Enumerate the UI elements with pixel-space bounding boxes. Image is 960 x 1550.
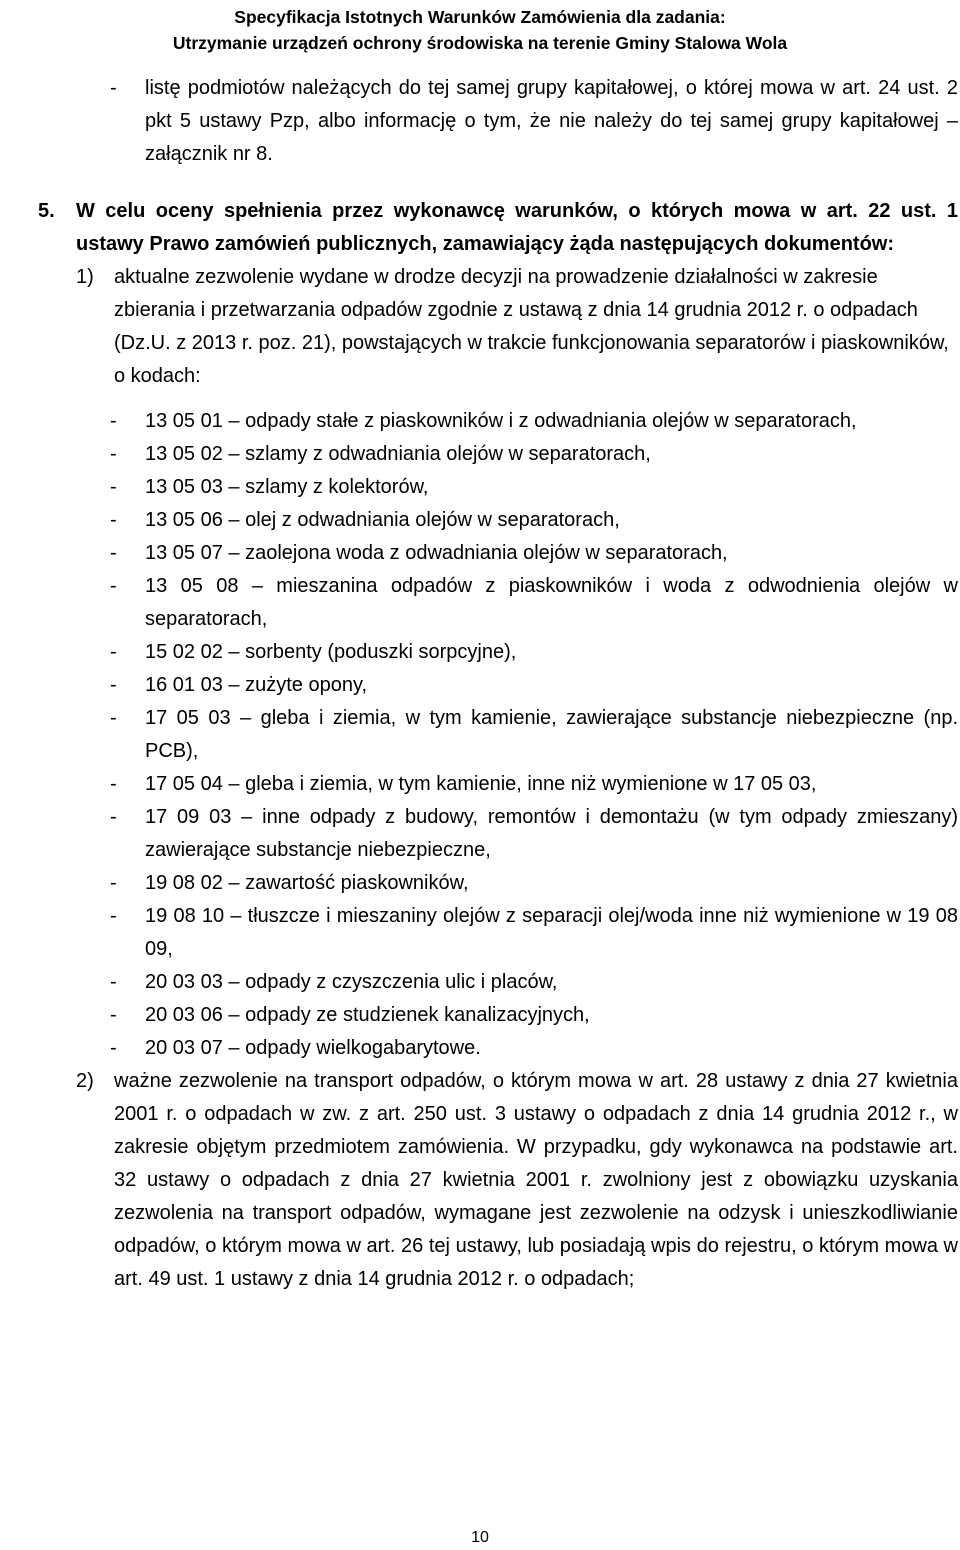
waste-code-item <box>110 504 958 537</box>
waste-code-item <box>110 405 958 438</box>
waste-code-item <box>110 471 958 504</box>
waste-code-item <box>110 570 958 636</box>
waste-code-item <box>110 867 958 900</box>
header-task-line: Utrzymanie urządzeń ochrony środowiska na terenie Gminy Stalowa Wola <box>172 33 788 53</box>
waste-code-text: 17 09 03 – inne odpady z budowy, remontów i demontażu (w tym odpady zmieszany) zawierające substancje niebezpieczne, <box>145 806 958 861</box>
waste-code-item <box>110 537 958 570</box>
waste-code-item <box>110 768 958 801</box>
item-text: ważne zezwolenie na transport odpadów, o którym mowa w art. 28 ustawy z dnia 27 kwietnia 2001 r. o odpadach w zw. z art. 250 ust. 3 ustawy o odpadach z dnia 14 grudnia 2012 r., w zakresie objętym przedmiotem zamówienia. W przypadku, gdy wykonawca na podstawie art. 32 ustawy o odpadach z dnia 27 kwietnia 2001 r. zwolniony jest z obowiązku uzyskania zezwolenia na transport odpadów, wymagane jest zezwolenie na odzysk i unieszkodliwianie odpadów, o którym mowa w art. 26 tej ustawy, lub posiadają wpis do rejestru, o którym mowa w art. 49 ust. 1 ustawy z dnia 14 grudnia 2012 r. o odpadach; <box>114 1070 958 1290</box>
list-marker: - <box>110 443 117 465</box>
waste-code-text: 15 02 02 – sorbenty (poduszki sorpcyjne), <box>145 641 517 663</box>
waste-code-text: 13 05 01 – odpady stałe z piaskowników i z odwadniania olejów w separatorach, <box>145 410 857 432</box>
waste-code-item <box>110 801 958 867</box>
waste-code-item <box>110 966 958 999</box>
list-marker: - <box>110 971 117 993</box>
waste-code-text: 13 05 02 – szlamy z odwadniania olejów w separatorach, <box>145 443 651 465</box>
waste-code-text: 16 01 03 – zużyte opony, <box>145 674 368 696</box>
waste-code-list <box>110 405 958 1065</box>
numbered-item <box>76 1065 958 1296</box>
waste-code-text: 20 03 07 – odpady wielkogabarytowe. <box>145 1037 481 1059</box>
waste-code-text: 13 05 08 – mieszanina odpadów z piaskowników i woda z odwodnienia olejów w separatorach, <box>145 575 958 630</box>
list-marker: - <box>110 641 117 663</box>
list-marker: - <box>110 773 117 795</box>
item-number: 2) <box>76 1070 94 1092</box>
list-marker: - <box>110 77 117 99</box>
list-marker: - <box>110 905 117 927</box>
waste-code-item <box>110 900 958 966</box>
list-marker: - <box>110 707 117 729</box>
list-marker: - <box>110 410 117 432</box>
list-item-text: listę podmiotów należących do tej samej grupy kapitałowej, o której mowa w art. 24 ust. 2 pkt 5 ustawy Pzp, albo informację o tym, że nie należy do tej samej grupy kapitałowej – załącznik nr 8. <box>145 77 958 165</box>
item-text: aktualne zezwolenie wydane w drodze decyzji na prowadzenie działalności w zakresie zbierania i przetwarzania odpadów zgodnie z ustawą z dnia 14 grudnia 2012 r. o odpadach (Dz.U. z 2013 r. poz. 21), powstających w trakcie funkcjonowania separatorów i piaskowników, o kodach: <box>114 266 949 387</box>
section-heading <box>38 195 958 261</box>
waste-code-item <box>110 702 958 768</box>
list-marker: - <box>110 1037 117 1059</box>
header-title-line: Specyfikacja Istotnych Warunków Zamówienia dla zadania: <box>234 7 726 27</box>
waste-code-text: 13 05 06 – olej z odwadniania olejów w separatorach, <box>145 509 620 531</box>
page-number: 10 <box>471 1529 489 1546</box>
list-marker: - <box>110 872 117 894</box>
document-body <box>38 72 958 1296</box>
waste-code-item <box>110 636 958 669</box>
list-marker: - <box>110 806 117 828</box>
waste-code-item <box>110 438 958 471</box>
waste-code-text: 13 05 07 – zaolejona woda z odwadniania olejów w separatorach, <box>145 542 728 564</box>
section-number: 5. <box>38 200 55 222</box>
list-item <box>110 72 958 171</box>
waste-code-item <box>110 999 958 1032</box>
list-marker: - <box>110 476 117 498</box>
list-marker: - <box>110 542 117 564</box>
item-number: 1) <box>76 266 94 288</box>
waste-code-text: 19 08 02 – zawartość piaskowników, <box>145 872 469 894</box>
list-marker: - <box>110 575 117 597</box>
waste-code-item <box>110 1032 958 1065</box>
waste-code-text: 13 05 03 – szlamy z kolektorów, <box>145 476 429 498</box>
document-header <box>0 4 960 56</box>
section-heading-text: W celu oceny spełnienia przez wykonawcę warunków, o których mowa w art. 22 ust. 1 ustawy Prawo zamówień publicznych, zamawiający żąda następujących dokumentów: <box>76 200 958 255</box>
waste-code-item <box>110 669 958 702</box>
waste-code-text: 20 03 06 – odpady ze studzienek kanalizacyjnych, <box>145 1004 590 1026</box>
list-marker: - <box>110 509 117 531</box>
waste-code-text: 17 05 04 – gleba i ziemia, w tym kamienie, inne niż wymienione w 17 05 03, <box>145 773 817 795</box>
numbered-item <box>76 261 958 393</box>
waste-code-text: 19 08 10 – tłuszcze i mieszaniny olejów z separacji olej/woda inne niż wymienione w 19 08 09, <box>145 905 958 960</box>
list-marker: - <box>110 1004 117 1026</box>
list-marker: - <box>110 674 117 696</box>
waste-code-text: 20 03 03 – odpady z czyszczenia ulic i placów, <box>145 971 558 993</box>
waste-code-text: 17 05 03 – gleba i ziemia, w tym kamienie, zawierające substancje niebezpieczne (np. PCB), <box>145 707 958 762</box>
